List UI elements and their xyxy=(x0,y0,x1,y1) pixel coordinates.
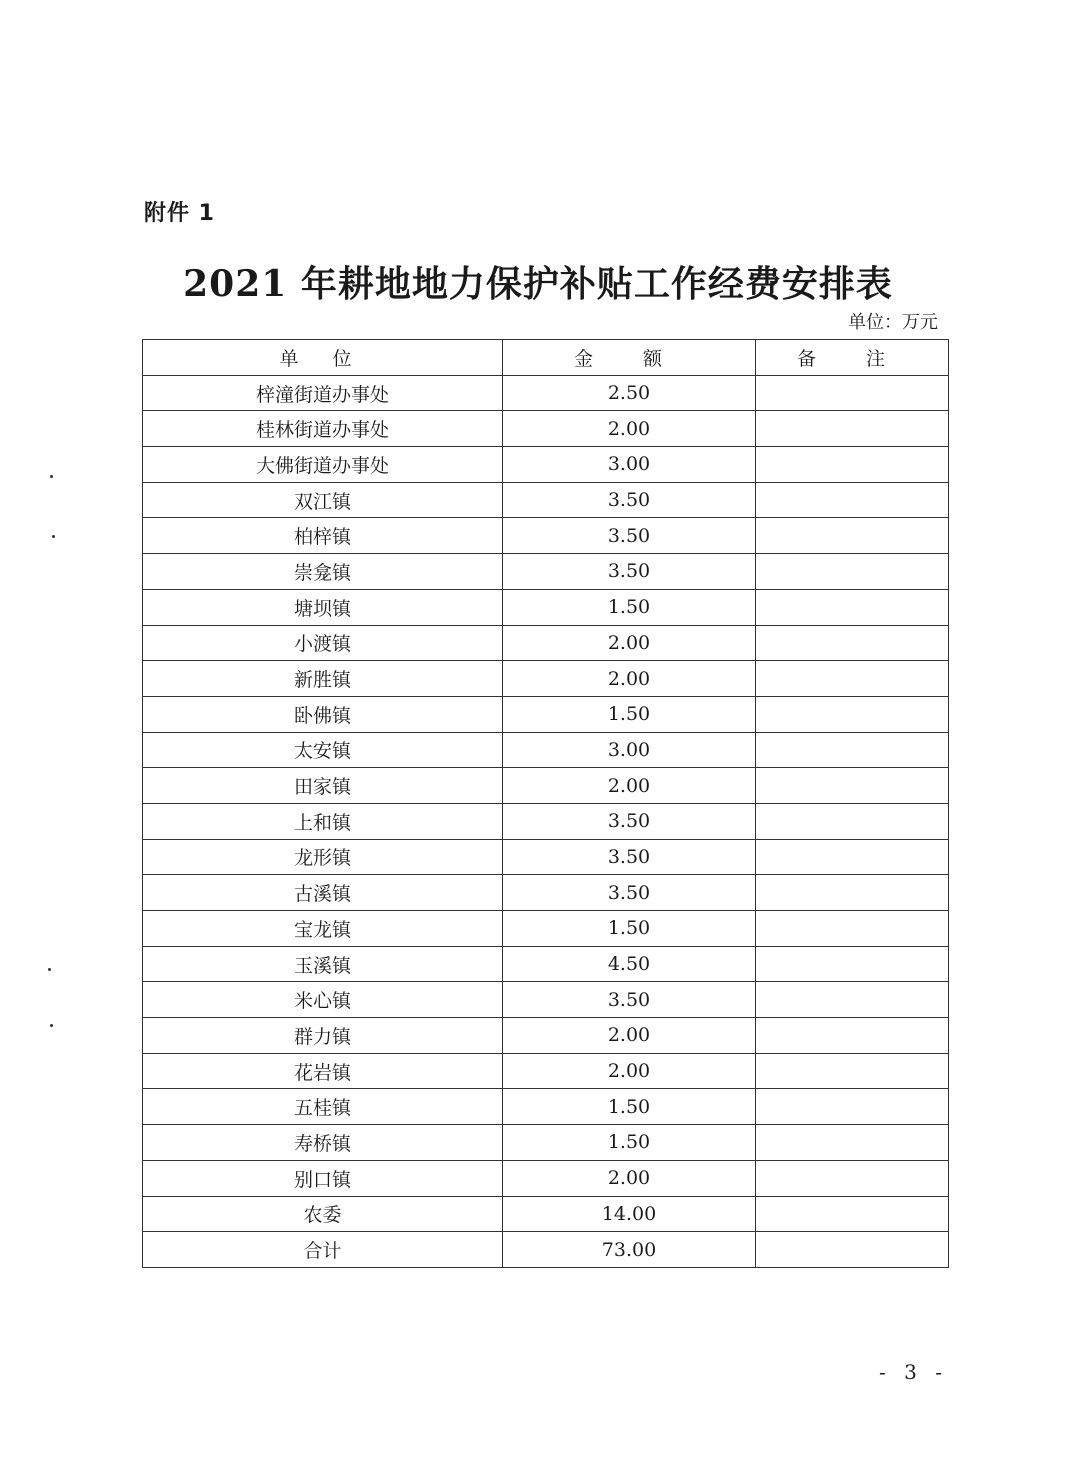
table-row xyxy=(143,839,949,875)
table-row xyxy=(143,1160,949,1196)
table-row xyxy=(143,1232,949,1268)
cell-note xyxy=(756,1160,949,1196)
cell-amount: 2.00 xyxy=(503,768,756,804)
cell-note xyxy=(756,946,949,982)
cell-amount: 2.00 xyxy=(503,1053,756,1089)
cell-amount: 2.00 xyxy=(503,625,756,661)
table-row xyxy=(143,1053,949,1089)
cell-note xyxy=(756,1089,949,1125)
cell-amount: 3.50 xyxy=(503,554,756,590)
cell-note xyxy=(756,661,949,697)
unit-note: 单位：万元 xyxy=(848,312,938,333)
cell-note xyxy=(756,768,949,804)
table-row xyxy=(143,375,949,411)
cell-unit: 桂林街道办事处 xyxy=(143,411,503,447)
cell-note xyxy=(756,1125,949,1161)
cell-unit: 宝龙镇 xyxy=(143,911,503,947)
cell-note xyxy=(756,375,949,411)
scan-speck xyxy=(48,968,51,971)
table-row xyxy=(143,1018,949,1054)
cell-amount: 2.00 xyxy=(503,1018,756,1054)
cell-amount: 1.50 xyxy=(503,589,756,625)
table-row xyxy=(143,482,949,518)
table-row xyxy=(143,589,949,625)
cell-amount: 3.50 xyxy=(503,482,756,518)
cell-amount: 3.50 xyxy=(503,839,756,875)
cell-unit: 大佛街道办事处 xyxy=(143,447,503,483)
header-unit: 单 位 xyxy=(143,340,503,376)
cell-amount: 1.50 xyxy=(503,1089,756,1125)
cell-unit: 梓潼街道办事处 xyxy=(143,375,503,411)
cell-unit: 花岩镇 xyxy=(143,1053,503,1089)
cell-note xyxy=(756,1018,949,1054)
cell-amount: 1.50 xyxy=(503,696,756,732)
table-row xyxy=(143,696,949,732)
cell-unit: 上和镇 xyxy=(143,803,503,839)
cell-unit: 塘坝镇 xyxy=(143,589,503,625)
cell-amount: 73.00 xyxy=(503,1232,756,1268)
cell-unit: 寿桥镇 xyxy=(143,1125,503,1161)
cell-unit: 米心镇 xyxy=(143,982,503,1018)
cell-unit: 柏梓镇 xyxy=(143,518,503,554)
cell-unit: 五桂镇 xyxy=(143,1089,503,1125)
cell-unit: 新胜镇 xyxy=(143,661,503,697)
table-row xyxy=(143,625,949,661)
table-body xyxy=(143,375,949,1267)
cell-note xyxy=(756,1053,949,1089)
cell-note xyxy=(756,518,949,554)
cell-note xyxy=(756,911,949,947)
cell-unit: 农委 xyxy=(143,1196,503,1232)
table-row xyxy=(143,732,949,768)
cell-amount: 3.50 xyxy=(503,518,756,554)
cell-note xyxy=(756,625,949,661)
cell-note xyxy=(756,411,949,447)
cell-unit: 崇龛镇 xyxy=(143,554,503,590)
table-row xyxy=(143,803,949,839)
table-row xyxy=(143,554,949,590)
cell-amount: 3.00 xyxy=(503,732,756,768)
table-row xyxy=(143,875,949,911)
scan-speck xyxy=(50,1024,53,1027)
cell-unit: 群力镇 xyxy=(143,1018,503,1054)
table-header-row xyxy=(143,340,949,376)
cell-note xyxy=(756,982,949,1018)
table-row xyxy=(143,518,949,554)
cell-amount: 2.00 xyxy=(503,1160,756,1196)
cell-note xyxy=(756,875,949,911)
cell-amount: 1.50 xyxy=(503,911,756,947)
cell-unit: 别口镇 xyxy=(143,1160,503,1196)
cell-amount: 2.00 xyxy=(503,411,756,447)
scan-speck xyxy=(52,535,55,538)
cell-note xyxy=(756,803,949,839)
cell-amount: 14.00 xyxy=(503,1196,756,1232)
funding-table xyxy=(142,339,949,1268)
table-row xyxy=(143,911,949,947)
cell-unit: 双江镇 xyxy=(143,482,503,518)
table-row xyxy=(143,768,949,804)
table-row xyxy=(143,411,949,447)
cell-amount: 2.00 xyxy=(503,661,756,697)
cell-note xyxy=(756,1196,949,1232)
table-row xyxy=(143,946,949,982)
cell-unit: 玉溪镇 xyxy=(143,946,503,982)
table-row xyxy=(143,1125,949,1161)
cell-unit: 龙形镇 xyxy=(143,839,503,875)
cell-amount: 1.50 xyxy=(503,1125,756,1161)
cell-unit: 古溪镇 xyxy=(143,875,503,911)
cell-note xyxy=(756,589,949,625)
cell-unit: 合计 xyxy=(143,1232,503,1268)
cell-note xyxy=(756,447,949,483)
cell-amount: 3.00 xyxy=(503,447,756,483)
cell-amount: 3.50 xyxy=(503,982,756,1018)
cell-amount: 2.50 xyxy=(503,375,756,411)
scan-speck xyxy=(50,475,53,478)
document-title: 2021 年耕地地力保护补贴工作经费安排表 xyxy=(183,263,893,305)
attachment-label: 附件 1 xyxy=(144,201,215,226)
table-row xyxy=(143,447,949,483)
cell-note xyxy=(756,554,949,590)
cell-amount: 4.50 xyxy=(503,946,756,982)
cell-unit: 田家镇 xyxy=(143,768,503,804)
table-row xyxy=(143,1196,949,1232)
table-row xyxy=(143,982,949,1018)
page-number: - 3 - xyxy=(879,1360,948,1384)
cell-unit: 太安镇 xyxy=(143,732,503,768)
cell-note xyxy=(756,696,949,732)
table-row xyxy=(143,1089,949,1125)
table-row xyxy=(143,661,949,697)
cell-note xyxy=(756,839,949,875)
header-amount: 金 额 xyxy=(503,340,756,376)
header-note: 备 注 xyxy=(756,340,949,376)
cell-unit: 小渡镇 xyxy=(143,625,503,661)
cell-note xyxy=(756,1232,949,1268)
cell-unit: 卧佛镇 xyxy=(143,696,503,732)
cell-amount: 3.50 xyxy=(503,875,756,911)
cell-note xyxy=(756,482,949,518)
cell-note xyxy=(756,732,949,768)
cell-amount: 3.50 xyxy=(503,803,756,839)
